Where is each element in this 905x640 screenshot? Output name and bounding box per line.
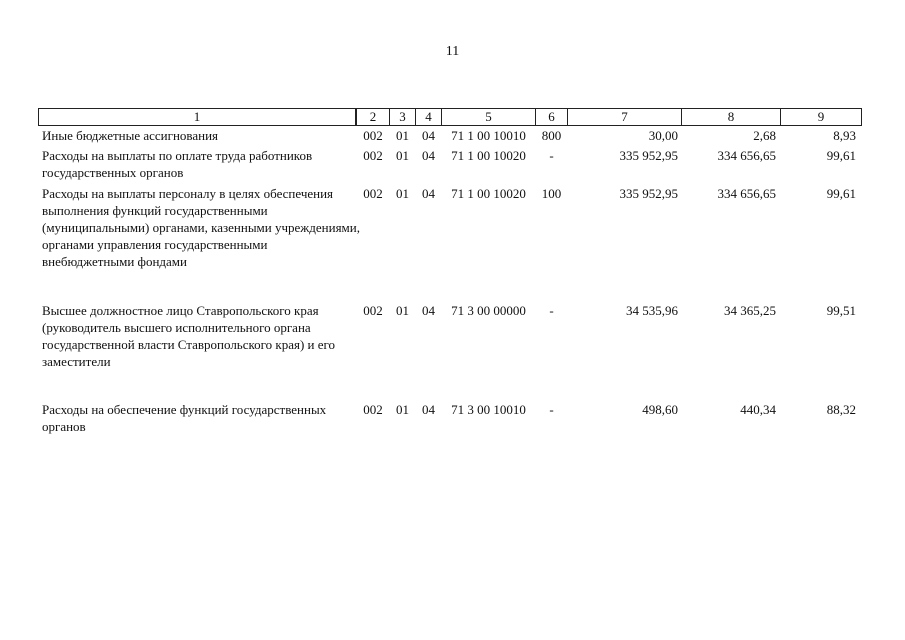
header-cell-8: 8 <box>681 108 781 126</box>
row-col-7: 34 535,96 <box>626 303 678 318</box>
row-col-4: 04 <box>422 303 435 318</box>
row-col-7: 335 952,95 <box>619 186 678 201</box>
row-col-4: 04 <box>422 148 435 163</box>
row-name: Расходы на выплаты персоналу в целях обеспечения выполнения функций государственными (муниципальными) органами, казенными учреждениями, органами управления государственными внебюджетными фондами <box>42 186 360 269</box>
header-cell-3: 3 <box>389 108 416 126</box>
row-col-6: - <box>549 303 554 318</box>
header-cell-7: 7 <box>567 108 682 126</box>
row-col-5: 71 3 00 10010 <box>451 402 526 417</box>
header-cell-4: 4 <box>415 108 442 126</box>
row-col-2: 002 <box>363 303 383 318</box>
row-col-3: 01 <box>396 148 409 163</box>
row-col-3: 01 <box>396 303 409 318</box>
row-col-4: 04 <box>422 128 435 143</box>
row-col-7: 335 952,95 <box>619 148 678 163</box>
row-col-3: 01 <box>396 128 409 143</box>
row-col-9: 88,32 <box>826 402 856 417</box>
row-col-3: 01 <box>396 186 409 201</box>
row-col-2: 002 <box>363 402 383 417</box>
row-col-5: 71 1 00 10020 <box>451 186 526 201</box>
row-col-6: 800 <box>541 128 562 143</box>
row-col-6: - <box>549 148 554 163</box>
row-col-6: - <box>549 402 554 417</box>
row-col-2: 002 <box>363 186 383 201</box>
row-name: Иные бюджетные ассигнования <box>42 128 219 143</box>
row-name: Расходы на обеспечение функций государственных органов <box>42 402 327 434</box>
row-col-9: 99,51 <box>826 303 856 318</box>
header-cell-9: 9 <box>780 108 862 126</box>
row-col-5: 71 1 00 10020 <box>451 148 526 163</box>
row-col-8: 2,68 <box>753 128 776 143</box>
header-cell-2: 2 <box>356 108 390 126</box>
row-col-2: 002 <box>363 128 383 143</box>
header-cell-1: 1 <box>38 108 356 126</box>
row-col-5: 71 3 00 00000 <box>451 303 526 318</box>
row-col-7: 498,60 <box>642 402 678 417</box>
row-col-8: 440,34 <box>740 402 776 417</box>
row-col-4: 04 <box>422 402 435 417</box>
row-col-9: 99,61 <box>826 186 856 201</box>
header-cell-6: 6 <box>535 108 568 126</box>
row-name: Расходы на выплаты по оплате труда работников государственных органов <box>42 148 313 180</box>
row-col-5: 71 1 00 10010 <box>451 128 526 143</box>
row-col-8: 334 656,65 <box>717 186 776 201</box>
row-col-9: 8,93 <box>833 128 856 143</box>
row-col-9: 99,61 <box>826 148 856 163</box>
row-col-8: 34 365,25 <box>724 303 776 318</box>
row-col-3: 01 <box>396 402 409 417</box>
row-col-6: 100 <box>541 186 562 201</box>
header-cell-5: 5 <box>441 108 536 126</box>
row-name: Высшее должностное лицо Ставропольского края (руководитель высшего исполнительного органа государственной власти Ставропольского края) и его заместители <box>42 303 336 369</box>
row-col-7: 30,00 <box>648 128 678 143</box>
row-col-8: 334 656,65 <box>717 148 776 163</box>
page-number: 11 <box>445 44 460 59</box>
row-col-4: 04 <box>422 186 435 201</box>
row-col-2: 002 <box>363 148 383 163</box>
